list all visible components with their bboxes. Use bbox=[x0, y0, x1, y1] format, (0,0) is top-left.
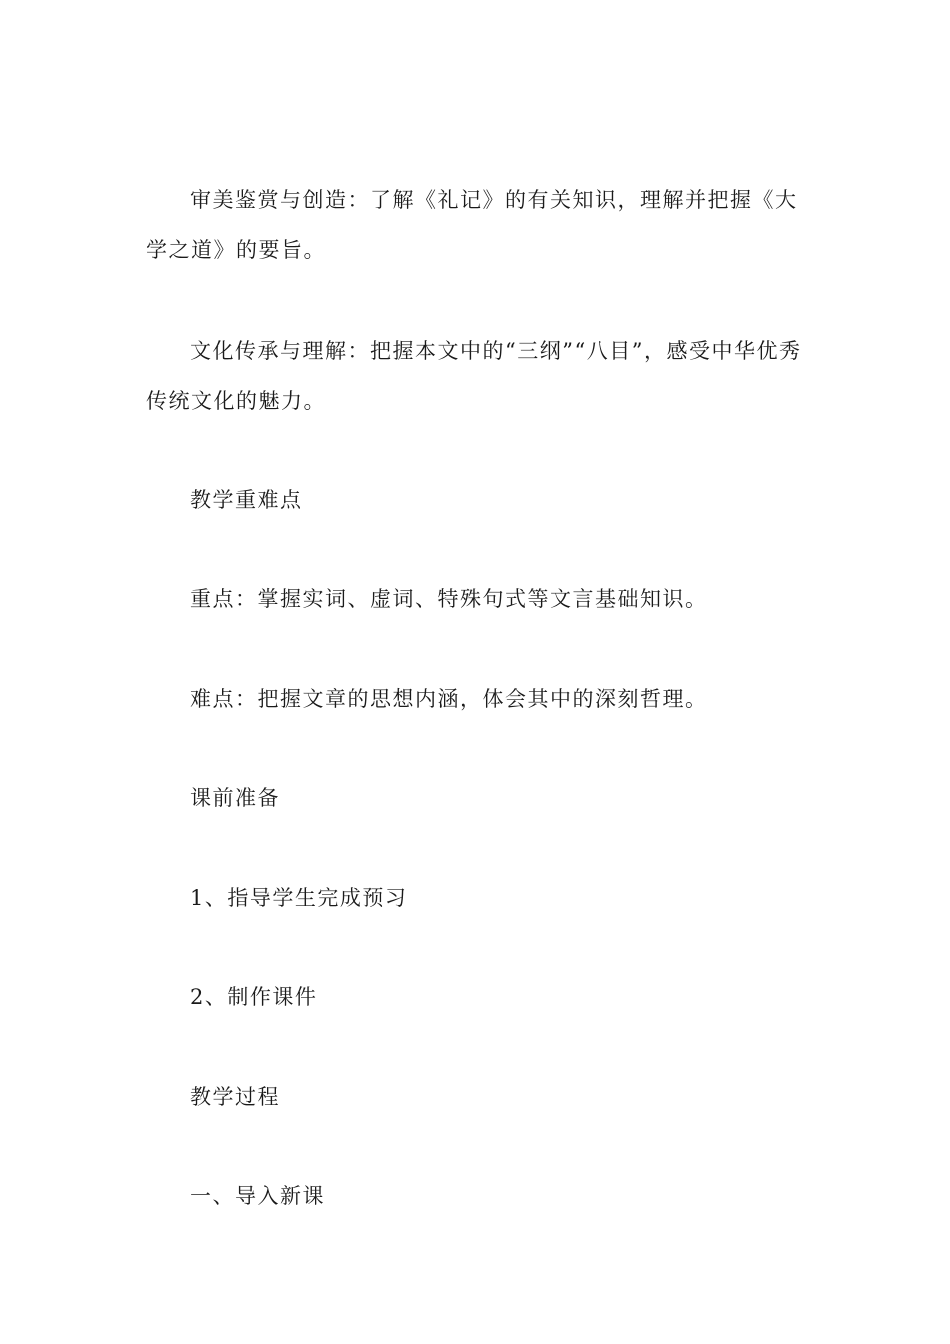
paragraph-key-points: 重点：掌握实词、虚词、特殊句式等文言基础知识。 bbox=[190, 587, 708, 611]
paragraph-difficult-points: 难点：把握文章的思想内涵，体会其中的深刻哲理。 bbox=[190, 687, 708, 711]
heading-key-difficult-points: 教学重难点 bbox=[190, 488, 303, 512]
heading-preparation: 课前准备 bbox=[190, 786, 280, 810]
heading-teaching-process: 教学过程 bbox=[190, 1085, 280, 1109]
section-introduction: 一、导入新课 bbox=[190, 1184, 325, 1208]
paragraph-cultural-heritage: 文化传承与理解：把握本文中的“三纲”“八目”，感受中华优秀传统文化的魅力。 bbox=[146, 339, 802, 413]
list-item-courseware: 2、制作课件 bbox=[190, 985, 318, 1009]
paragraph-aesthetic-appreciation: 审美鉴赏与创造：了解《礼记》的有关知识，理解并把握《大学之道》的要旨。 bbox=[146, 188, 798, 262]
list-item-preview: 1、指导学生完成预习 bbox=[190, 886, 408, 910]
